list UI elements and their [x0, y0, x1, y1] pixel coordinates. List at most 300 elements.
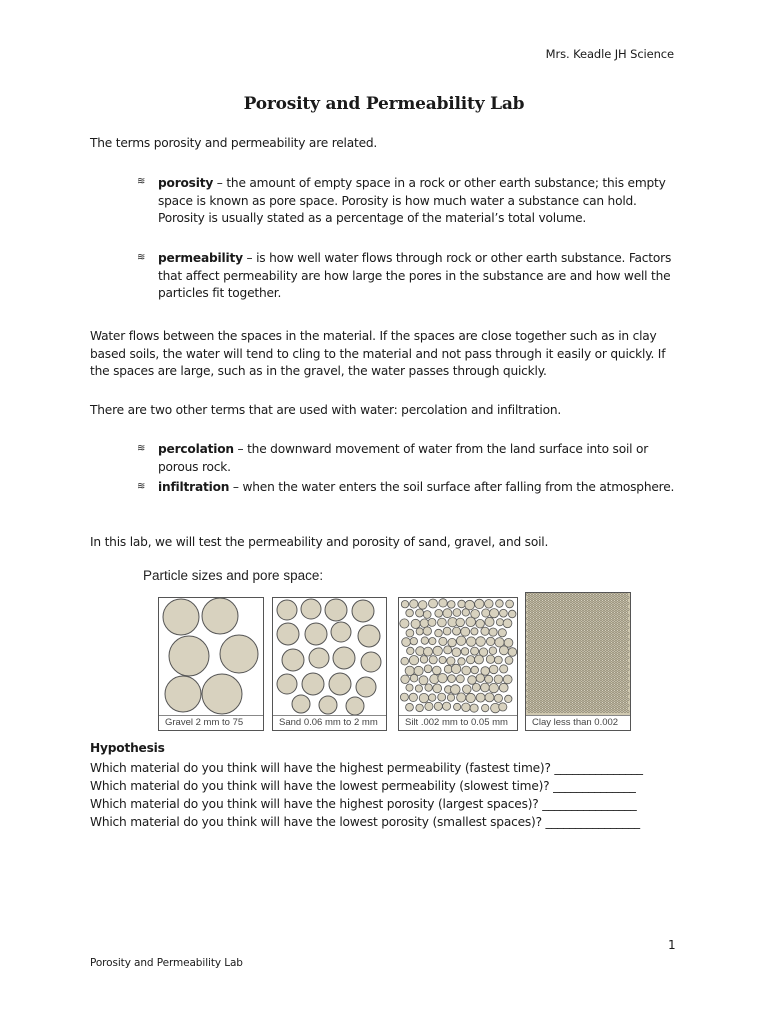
particle	[621, 686, 623, 688]
particle	[486, 637, 494, 645]
particle	[549, 668, 551, 670]
particle	[567, 644, 569, 646]
particle	[561, 674, 563, 676]
particle	[574, 593, 576, 595]
particle	[528, 632, 530, 634]
particle	[559, 593, 561, 595]
particle	[529, 641, 531, 643]
particle	[570, 656, 572, 658]
particle	[613, 647, 615, 649]
particle	[544, 611, 546, 613]
particle	[277, 600, 297, 620]
particle	[589, 707, 591, 709]
particle	[591, 668, 593, 670]
particle	[532, 695, 534, 697]
particle	[454, 703, 461, 710]
particle	[589, 665, 591, 667]
particle	[526, 695, 528, 697]
particle	[583, 647, 585, 649]
particle	[615, 692, 617, 694]
particle	[592, 653, 594, 655]
particle	[619, 605, 621, 607]
particle	[597, 650, 599, 652]
particle	[622, 659, 624, 661]
particle	[574, 605, 576, 607]
particle	[282, 649, 304, 671]
particle	[553, 695, 555, 697]
particle	[603, 614, 605, 616]
particle	[598, 593, 600, 595]
particle	[541, 701, 543, 703]
particle	[220, 635, 258, 673]
particle	[556, 701, 558, 703]
particle	[612, 686, 614, 688]
particle	[302, 673, 324, 695]
particle	[567, 620, 569, 622]
particle	[476, 619, 485, 628]
particle	[610, 641, 612, 643]
particle	[508, 610, 516, 618]
particle	[600, 668, 602, 670]
particle	[586, 593, 588, 595]
particle	[618, 668, 620, 670]
particle	[583, 593, 585, 595]
particle	[544, 689, 546, 691]
particle	[601, 641, 603, 643]
particle	[598, 653, 600, 655]
particle	[546, 686, 548, 688]
particle	[612, 656, 614, 658]
particle	[549, 680, 551, 682]
particle	[526, 653, 528, 655]
particle	[528, 698, 530, 700]
particle	[571, 701, 573, 703]
particle	[439, 599, 447, 607]
particle	[531, 668, 533, 670]
particle	[571, 671, 573, 673]
particle	[292, 695, 310, 713]
particle	[549, 614, 551, 616]
particle	[481, 627, 489, 635]
particle	[603, 656, 605, 658]
particle	[532, 689, 534, 691]
particle	[600, 614, 602, 616]
particle	[570, 632, 572, 634]
particle	[595, 593, 597, 595]
particle	[571, 611, 573, 613]
particle	[592, 671, 594, 673]
particle	[627, 686, 629, 688]
particle	[559, 665, 561, 667]
particle	[546, 626, 548, 628]
particle	[325, 599, 347, 621]
particle	[585, 626, 587, 628]
particle	[571, 629, 573, 631]
particle	[458, 658, 465, 665]
particle	[352, 600, 374, 622]
particle	[580, 641, 582, 643]
particle	[537, 614, 539, 616]
particle	[547, 689, 549, 691]
particle	[610, 689, 612, 691]
particle	[457, 636, 466, 645]
particle	[594, 638, 596, 640]
particle	[543, 710, 545, 712]
particle	[489, 628, 497, 636]
particle	[591, 662, 593, 664]
particle	[565, 647, 567, 649]
particle	[567, 692, 569, 694]
particle	[526, 611, 528, 613]
particle	[624, 698, 626, 700]
particle	[439, 656, 446, 663]
particle	[544, 599, 546, 601]
particle	[466, 693, 475, 702]
particle	[591, 608, 593, 610]
particle	[532, 701, 534, 703]
particle	[555, 614, 557, 616]
particle	[609, 650, 611, 652]
particle	[591, 656, 593, 658]
particle	[528, 644, 530, 646]
particle	[619, 707, 621, 709]
particle	[555, 602, 557, 604]
particle	[414, 666, 423, 675]
particle	[532, 641, 534, 643]
particle	[624, 608, 626, 610]
particle	[471, 647, 479, 655]
particle	[594, 692, 596, 694]
particle	[558, 674, 560, 676]
particle	[607, 629, 609, 631]
particle	[556, 641, 558, 643]
particle	[476, 637, 486, 647]
particle	[424, 665, 432, 673]
particle	[607, 707, 609, 709]
particle	[577, 611, 579, 613]
particle	[567, 650, 569, 652]
particle	[534, 674, 536, 676]
particle	[618, 626, 620, 628]
particle	[564, 680, 566, 682]
particle	[568, 593, 570, 595]
particle	[541, 617, 543, 619]
particle	[471, 666, 479, 674]
particle	[568, 647, 570, 649]
particle	[613, 635, 615, 637]
panel-label: Sand 0.06 mm to 2 mm	[273, 715, 386, 730]
particle	[558, 698, 560, 700]
lab-intro: In this lab, we will test the permeability and porosity of sand, gravel, and soil.	[90, 535, 549, 549]
definition-text: – is how well water flows through rock or other earth substance. Factors that affect permeability are how large the pores in the substance are and how well the particles fit together.	[158, 251, 672, 300]
particle	[613, 611, 615, 613]
particle	[546, 668, 548, 670]
particle	[529, 593, 531, 595]
particle	[564, 602, 566, 604]
particle	[585, 668, 587, 670]
particle	[550, 641, 552, 643]
particle	[622, 623, 624, 625]
particle	[606, 632, 608, 634]
particle	[579, 704, 581, 706]
particle	[606, 614, 608, 616]
particle	[356, 677, 376, 697]
particle	[585, 704, 587, 706]
particle	[609, 638, 611, 640]
particle	[598, 611, 600, 613]
particle	[589, 653, 591, 655]
particle	[618, 614, 620, 616]
definition-text: – when the water enters the soil surface after falling from the atmosphere.	[229, 480, 675, 494]
particle	[528, 686, 530, 688]
particle	[592, 695, 594, 697]
particle	[573, 638, 575, 640]
particle	[420, 656, 428, 664]
particle	[568, 611, 570, 613]
particle	[423, 627, 431, 635]
particle	[613, 593, 615, 595]
particle	[579, 692, 581, 694]
particle	[538, 689, 540, 691]
hypothesis-question-2: Which material do you think will have the lowest permeability (slowest time)? ______________	[90, 779, 636, 793]
particle	[561, 698, 563, 700]
particle	[553, 665, 555, 667]
particle	[555, 632, 557, 634]
particle	[550, 593, 552, 595]
particle	[597, 698, 599, 700]
particle	[529, 611, 531, 613]
particle	[589, 599, 591, 601]
particle	[559, 653, 561, 655]
particle	[612, 614, 614, 616]
particle	[531, 674, 533, 676]
particle	[482, 704, 489, 711]
particle	[526, 659, 528, 661]
particle	[556, 605, 558, 607]
particle	[546, 638, 548, 640]
particle	[526, 677, 528, 679]
particle	[540, 638, 542, 640]
particle	[532, 599, 534, 601]
particle	[618, 692, 620, 694]
particle	[537, 674, 539, 676]
particle	[588, 710, 590, 712]
particle	[618, 632, 620, 634]
particle	[585, 602, 587, 604]
particle	[568, 707, 570, 709]
particle	[573, 614, 575, 616]
particle	[627, 680, 629, 682]
particle	[553, 647, 555, 649]
particle	[604, 617, 606, 619]
particle	[579, 596, 581, 598]
particle	[540, 608, 542, 610]
particle	[576, 698, 578, 700]
particle	[526, 665, 528, 667]
particle	[567, 608, 569, 610]
particle	[535, 689, 537, 691]
particle	[555, 596, 557, 598]
particle	[419, 693, 428, 702]
particle	[564, 674, 566, 676]
particle	[556, 617, 558, 619]
particle	[609, 710, 611, 712]
particle	[537, 632, 539, 634]
particle	[529, 617, 531, 619]
particle	[582, 704, 584, 706]
particle	[552, 692, 554, 694]
particle	[532, 605, 534, 607]
particle	[586, 701, 588, 703]
particle	[561, 686, 563, 688]
particle	[607, 647, 609, 649]
particle	[535, 653, 537, 655]
particle	[612, 632, 614, 634]
particle	[582, 656, 584, 658]
particle	[589, 677, 591, 679]
particle	[570, 710, 572, 712]
particle	[555, 620, 557, 622]
particle	[577, 605, 579, 607]
particle	[543, 692, 545, 694]
particle	[558, 608, 560, 610]
particle	[582, 638, 584, 640]
particle	[576, 710, 578, 712]
particle	[582, 614, 584, 616]
particle	[463, 685, 472, 694]
particle	[612, 650, 614, 652]
particle	[601, 611, 603, 613]
particle	[579, 686, 581, 688]
particle	[549, 686, 551, 688]
particle	[619, 677, 621, 679]
particle	[595, 611, 597, 613]
particle	[600, 638, 602, 640]
particle	[547, 617, 549, 619]
particle	[558, 662, 560, 664]
particle	[544, 647, 546, 649]
particle	[532, 683, 534, 685]
particle	[543, 680, 545, 682]
particle	[555, 662, 557, 664]
particle	[609, 632, 611, 634]
particle	[558, 626, 560, 628]
particle	[592, 689, 594, 691]
particle	[625, 647, 627, 649]
particle	[616, 605, 618, 607]
particle	[447, 657, 455, 665]
particle	[583, 605, 585, 607]
particle	[561, 644, 563, 646]
particle	[277, 674, 297, 694]
particle	[583, 635, 585, 637]
particle	[621, 656, 623, 658]
particle	[594, 680, 596, 682]
particle	[573, 608, 575, 610]
particle	[549, 602, 551, 604]
particle	[627, 596, 629, 598]
particle	[579, 644, 581, 646]
particle	[547, 629, 549, 631]
particle	[552, 596, 554, 598]
particle	[577, 701, 579, 703]
particle	[576, 668, 578, 670]
particle	[570, 698, 572, 700]
particle	[597, 632, 599, 634]
particle	[485, 675, 493, 683]
particle	[537, 602, 539, 604]
particle	[609, 698, 611, 700]
particle	[567, 704, 569, 706]
particle	[606, 656, 608, 658]
particle	[571, 623, 573, 625]
particle	[559, 623, 561, 625]
particle	[603, 602, 605, 604]
particle	[588, 698, 590, 700]
particle	[535, 659, 537, 661]
particle	[489, 647, 497, 655]
particle	[529, 701, 531, 703]
particle	[577, 689, 579, 691]
particle	[585, 686, 587, 688]
particle	[562, 605, 564, 607]
particle	[601, 623, 603, 625]
particle	[601, 647, 603, 649]
particle	[535, 665, 537, 667]
particle	[475, 655, 484, 664]
particle	[537, 626, 539, 628]
particle	[567, 596, 569, 598]
particle	[528, 674, 530, 676]
particle	[540, 644, 542, 646]
particle	[604, 695, 606, 697]
particle	[433, 646, 442, 655]
particle	[537, 620, 539, 622]
particle	[585, 650, 587, 652]
particle	[595, 677, 597, 679]
particle	[577, 641, 579, 643]
particle	[606, 674, 608, 676]
particle	[606, 710, 608, 712]
particle	[547, 671, 549, 673]
particle	[438, 693, 446, 701]
particle	[577, 599, 579, 601]
particle	[579, 638, 581, 640]
particle	[600, 656, 602, 658]
particle	[577, 671, 579, 673]
particle	[550, 665, 552, 667]
particle	[601, 635, 603, 637]
particle	[580, 635, 582, 637]
particle	[564, 668, 566, 670]
particle	[467, 637, 476, 646]
particle	[535, 683, 537, 685]
particle	[615, 698, 617, 700]
particle	[555, 608, 557, 610]
particle	[540, 674, 542, 676]
particle	[609, 614, 611, 616]
particle	[597, 680, 599, 682]
particle	[535, 599, 537, 601]
particle	[610, 701, 612, 703]
particle	[559, 605, 561, 607]
particle	[528, 680, 530, 682]
particle	[531, 602, 533, 604]
particle	[591, 596, 593, 598]
particle	[538, 707, 540, 709]
particle	[588, 680, 590, 682]
particle	[534, 626, 536, 628]
